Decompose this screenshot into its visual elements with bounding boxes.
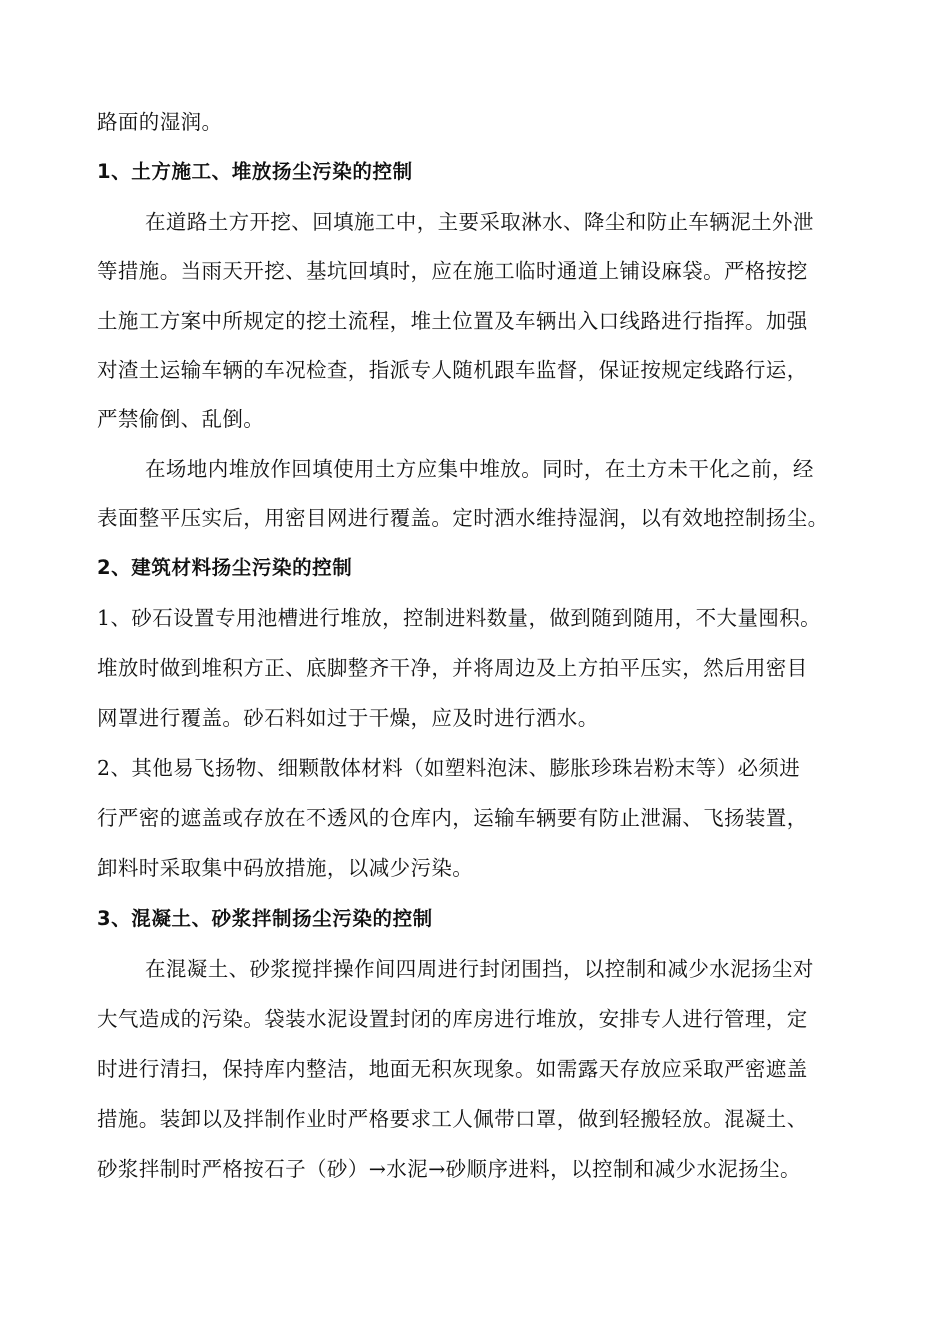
paragraph-line: 2、其他易飞扬物、细颗散体材料（如塑料泡沫、膨胀珍珠岩粉末等）必须进 [97, 756, 801, 780]
paragraph-line: 网罩进行覆盖。砂石料如过于干燥，应及时进行洒水。 [97, 706, 599, 730]
paragraph-line: 等措施。当雨天开挖、基坑回填时，应在施工临时通道上铺设麻袋。严格按挖 [97, 259, 808, 283]
paragraph-line: 严禁偷倒、乱倒。 [97, 407, 265, 431]
section-heading: 3、混凝土、砂浆拌制扬尘污染的控制 [97, 907, 433, 930]
paragraph-line: 卸料时采取集中码放措施，以减少污染。 [97, 856, 474, 880]
section-heading: 2、建筑材料扬尘污染的控制 [97, 556, 353, 579]
section-heading: 1、土方施工、堆放扬尘污染的控制 [97, 160, 413, 183]
paragraph-line: 1、砂石设置专用池槽进行堆放，控制进料数量，做到随到随用，不大量囤积。 [97, 606, 822, 630]
paragraph-line: 在混凝土、砂浆搅拌操作间四周进行封闭围挡，以控制和减少水泥扬尘对 [145, 957, 814, 981]
paragraph-line: 在道路土方开挖、回填施工中，主要采取淋水、降尘和防止车辆泥土外泄 [145, 210, 814, 234]
paragraph-line: 砂浆拌制时严格按石子（砂）→水泥→砂顺序进料，以控制和减少水泥扬尘。 [97, 1157, 801, 1181]
paragraph-line: 时进行清扫，保持库内整洁，地面无积灰现象。如需露天存放应采取严密遮盖 [97, 1057, 808, 1081]
paragraph-line: 路面的湿润。 [97, 110, 223, 134]
paragraph-line: 行严密的遮盖或存放在不透风的仓库内，运输车辆要有防止泄漏、飞扬装置， [97, 806, 808, 830]
paragraph-line: 措施。装卸以及拌制作业时严格要求工人佩带口罩，做到轻搬轻放。混凝土、 [97, 1107, 808, 1131]
paragraph-line: 土施工方案中所规定的挖土流程，堆土位置及车辆出入口线路进行指挥。加强 [97, 309, 808, 333]
paragraph-line: 表面整平压实后，用密目网进行覆盖。定时洒水维持湿润，以有效地控制扬尘。 [97, 506, 829, 530]
paragraph-line: 在场地内堆放作回填使用土方应集中堆放。同时，在土方未干化之前，经 [145, 457, 814, 481]
paragraph-line: 对渣土运输车辆的车况检查，指派专人随机跟车监督，保证按规定线路行运， [97, 358, 808, 382]
paragraph-line: 堆放时做到堆积方正、底脚整齐干净，并将周边及上方拍平压实，然后用密目 [97, 656, 808, 680]
paragraph-line: 大气造成的污染。袋装水泥设置封闭的库房进行堆放，安排专人进行管理，定 [97, 1007, 808, 1031]
